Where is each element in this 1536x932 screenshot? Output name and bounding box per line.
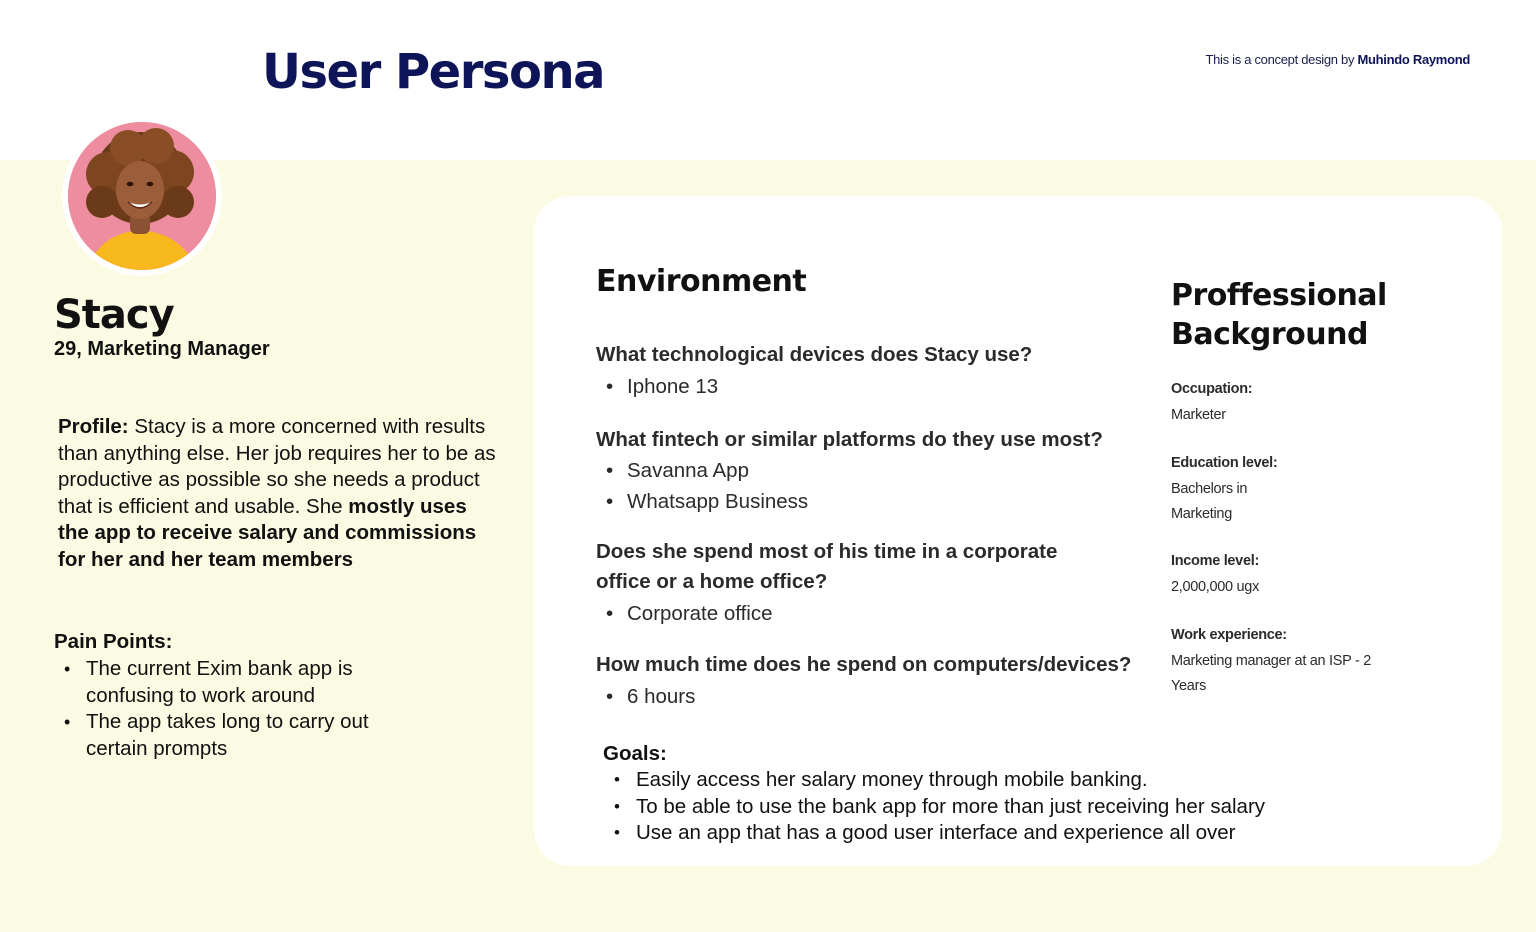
credit-prefix: This is a concept design by xyxy=(1205,52,1358,67)
profile-body: Stacy is a more concerned with results than anything else. Her job requires her to be as productive as possible so she needs a product that is efficient and usable. She xyxy=(58,415,496,518)
environment-answers xyxy=(596,681,695,712)
environment-answers xyxy=(596,598,772,629)
goals-title: Goals: xyxy=(603,742,667,765)
environment-title: Environment xyxy=(596,264,807,299)
work-experience-label: Work experience: xyxy=(1171,627,1287,643)
occupation-value: Marketer xyxy=(1171,407,1226,423)
work-experience-value: Marketing manager at an ISP - 2 Years xyxy=(1171,653,1371,694)
education-value: Bachelors in Marketing xyxy=(1171,481,1248,522)
environment-answer: • 6 hours xyxy=(596,681,695,712)
profile-text xyxy=(58,414,498,573)
environment-answers xyxy=(596,371,718,402)
environment-answer: • Whatsapp Business xyxy=(596,486,808,517)
income-label: Income level: xyxy=(1171,553,1259,569)
goal-item: • Use an app that has a good user interface and experience all over xyxy=(606,820,1265,847)
pain-point-item: • The current Exim bank app is confusing to work around xyxy=(58,656,418,709)
page-title: User Persona xyxy=(262,44,604,100)
avatar xyxy=(62,116,222,276)
goal-item: • Easily access her salary money through mobile banking. xyxy=(606,767,1265,794)
pain-point-item: • The app takes long to carry out certain prompts xyxy=(58,709,418,762)
profile-body-bold: mostly uses the app to receive salary and commissions for her and her team members xyxy=(58,494,477,571)
pain-points-list xyxy=(58,656,418,762)
environment-answer: • Iphone 13 xyxy=(596,371,718,402)
occupation-label: Occupation: xyxy=(1171,381,1253,397)
income-value: 2,000,000 ugx xyxy=(1171,579,1260,595)
professional-title: Proffessional Background xyxy=(1171,278,1387,352)
education-label: Education level: xyxy=(1171,455,1278,471)
environment-question: What technological devices does Stacy use? xyxy=(596,343,1033,366)
environment-question: How much time does he spend on computers/devices? xyxy=(596,653,1132,676)
persona-name: Stacy xyxy=(54,292,174,338)
credit-author: Muhindo Raymond xyxy=(1357,52,1470,67)
environment-question: What fintech or similar platforms do they use most? xyxy=(596,428,1103,451)
credit-line xyxy=(1205,52,1470,67)
environment-answer: • Savanna App xyxy=(596,455,808,486)
environment-answer: • Corporate office xyxy=(596,598,772,629)
persona-photo-icon xyxy=(68,122,216,270)
goals-list xyxy=(606,767,1265,847)
environment-question: Does she spend most of his time in a corporate office or a home office? xyxy=(596,540,1058,593)
profile-label: Profile: xyxy=(58,415,129,438)
goal-item: • To be able to use the bank app for more than just receiving her salary xyxy=(606,794,1265,821)
pain-points-title: Pain Points: xyxy=(54,630,173,653)
environment-answers xyxy=(596,455,808,517)
persona-subtitle: 29, Marketing Manager xyxy=(54,338,270,360)
